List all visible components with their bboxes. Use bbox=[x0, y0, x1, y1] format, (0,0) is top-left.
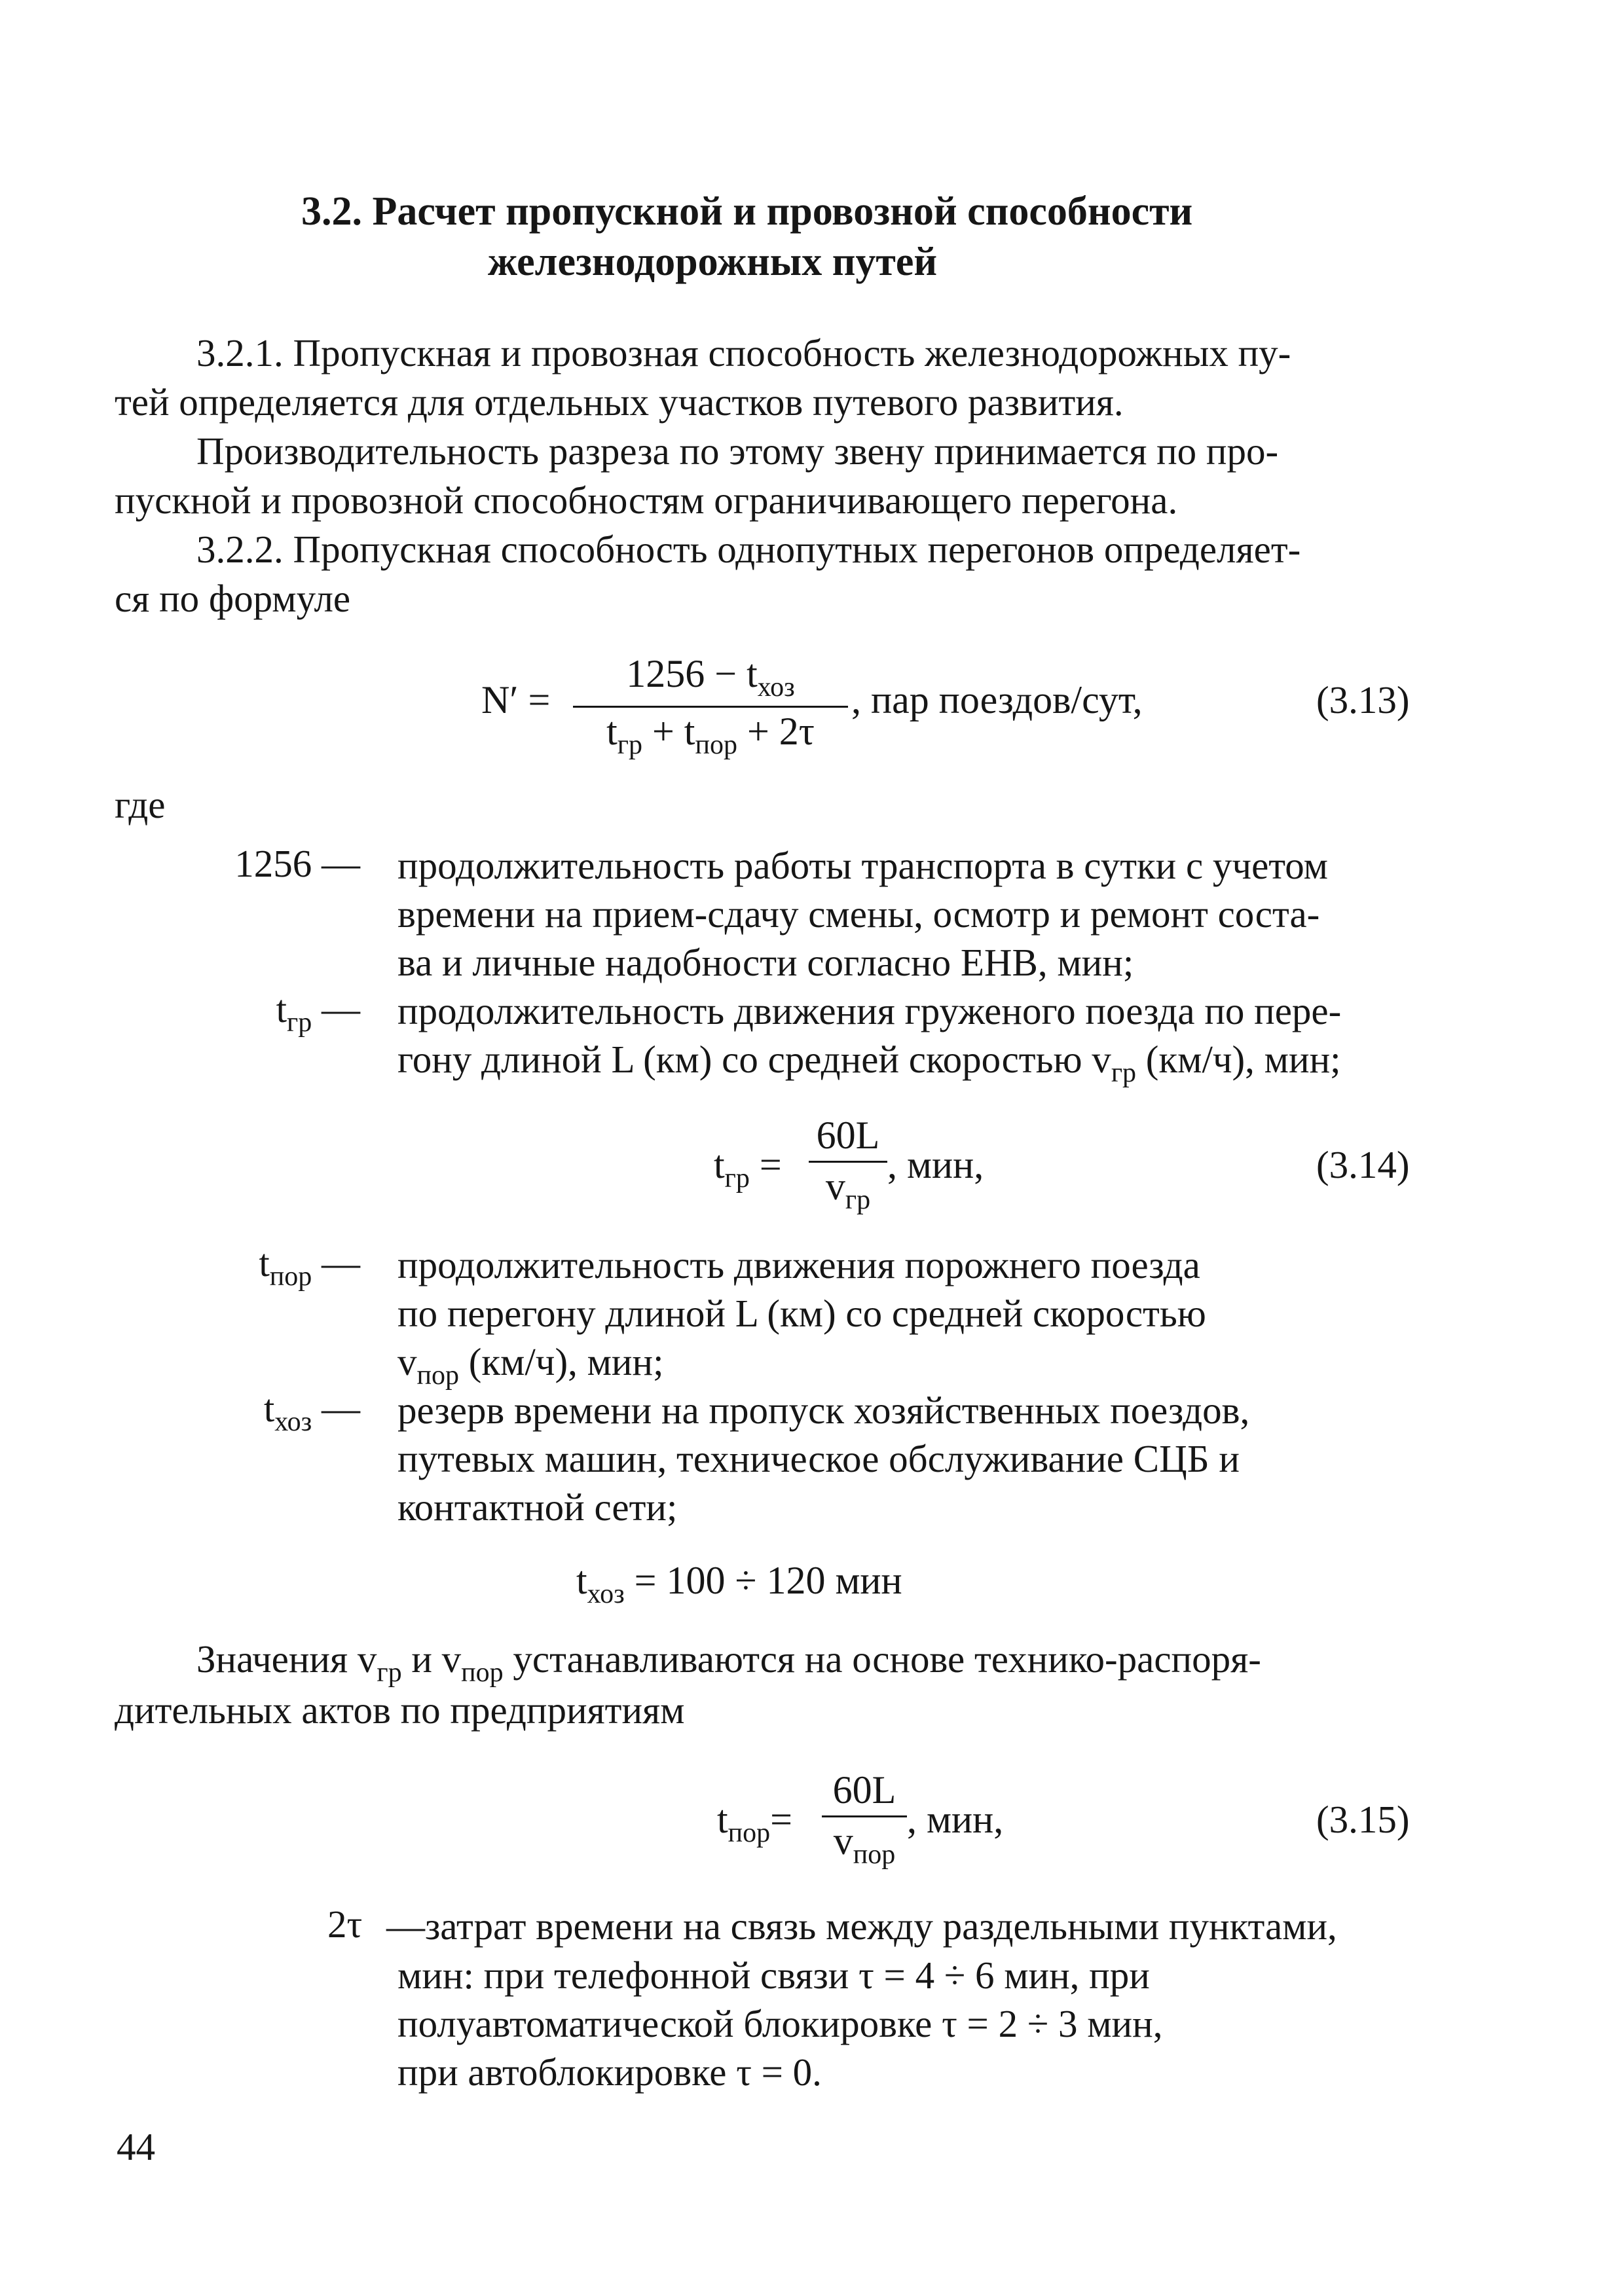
equation-number: (3.14) bbox=[1316, 1143, 1410, 1186]
eq-lhs: N′ = bbox=[481, 678, 551, 721]
numerator: 60L bbox=[832, 1768, 896, 1812]
paragraph-line: Значения $v_{гр}$ и $v_{пор}$ устанавливаются на основе технико-распоря- bbox=[196, 1637, 1261, 1688]
eq-lhs: $t_{пор}=$ bbox=[717, 1798, 792, 1848]
denominator: $v_{пор}$ bbox=[833, 1819, 896, 1870]
eq-tail: , мин, bbox=[907, 1798, 1004, 1841]
definition-text: —затрат времени на связь между раздельными пунктами, bbox=[386, 1904, 1337, 1948]
section-title-line1: 3.2. Расчет пропускной и провозной способности bbox=[301, 189, 1193, 234]
definition-label: 1256 — bbox=[234, 842, 360, 885]
paragraph-line: ся по формуле bbox=[115, 577, 351, 620]
fraction-bar bbox=[573, 706, 848, 708]
definition-label: $t_{гр}$ — bbox=[276, 987, 360, 1038]
equation-number: (3.13) bbox=[1316, 678, 1410, 721]
paragraph-line: тей определяется для отдельных участков путевого развития. bbox=[115, 380, 1124, 424]
definition-text: мин: при телефонной связи τ = 4 ÷ 6 мин, при полуавтоматической блокировке τ = 2 ÷ 3 мин, при автоблокировке τ = 0. bbox=[397, 1954, 1163, 2094]
denominator: $v_{гр}$ bbox=[825, 1165, 871, 1215]
numerator: $1256 - t_{хоз}$ bbox=[626, 652, 795, 702]
eq-tail: , пар поездов/сут, bbox=[851, 678, 1143, 721]
where-label: где bbox=[115, 783, 166, 826]
fraction-bar bbox=[822, 1815, 907, 1817]
paragraph-line: Производительность разреза по этому звену принимается по про- bbox=[196, 429, 1279, 473]
section-title-line2: железнодорожных путей bbox=[488, 240, 938, 284]
definition-text: продолжительность движения порожнего поезда по перегону длиной L (км) со средней скоростью $v_{пор}$ (км/ч), мин; bbox=[397, 1243, 1206, 1391]
fraction bbox=[822, 1768, 907, 1870]
paragraph-line: 3.2.1. Пропускная и провозная способность железнодорожных пу- bbox=[196, 331, 1291, 374]
eq-tail: , мин, bbox=[887, 1143, 984, 1186]
txoz-equation: $t_{хоз} = 100 \div 120$ мин bbox=[576, 1559, 902, 1609]
definition-label: $t_{пор}$ — bbox=[259, 1241, 360, 1292]
definition-label: 2τ bbox=[327, 1903, 363, 1946]
paragraph-line: 3.2.2. Пропускная способность однопутных перегонов определяет- bbox=[196, 528, 1301, 571]
fraction bbox=[573, 651, 848, 761]
numerator: 60L bbox=[816, 1114, 880, 1157]
definition-text: продолжительность работы транспорта в сутки с учетом времени на прием-сдачу смены, осмотр и ремонт соста- ва и личные надобности согласно ЕНВ, мин; bbox=[397, 844, 1328, 984]
paragraph-line: дительных актов по предприятиям bbox=[115, 1688, 685, 1732]
fraction bbox=[809, 1113, 887, 1216]
paragraph-line: пускной и провозной способностям ограничивающего перегона. bbox=[115, 479, 1178, 522]
equation-number: (3.15) bbox=[1316, 1798, 1410, 1841]
denominator: $t_{гр} + t_{пор} + 2\tau$ bbox=[606, 710, 815, 760]
definition-label: $t_{хоз}$ — bbox=[263, 1387, 360, 1437]
eq-lhs: $t_{гр}$ = bbox=[714, 1143, 782, 1194]
fraction-bar bbox=[809, 1161, 887, 1163]
page-number: 44 bbox=[117, 2125, 155, 2168]
definition-text: резерв времени на пропуск хозяйственных поездов, путевых машин, техническое обслуживание СЦБ и контактной сети; bbox=[397, 1389, 1250, 1529]
definition-text: продолжительность движения груженого поезда по пере- гону длиной L (км) со средней скоростью $v_{гр}$ (км/ч), мин; bbox=[397, 989, 1342, 1088]
